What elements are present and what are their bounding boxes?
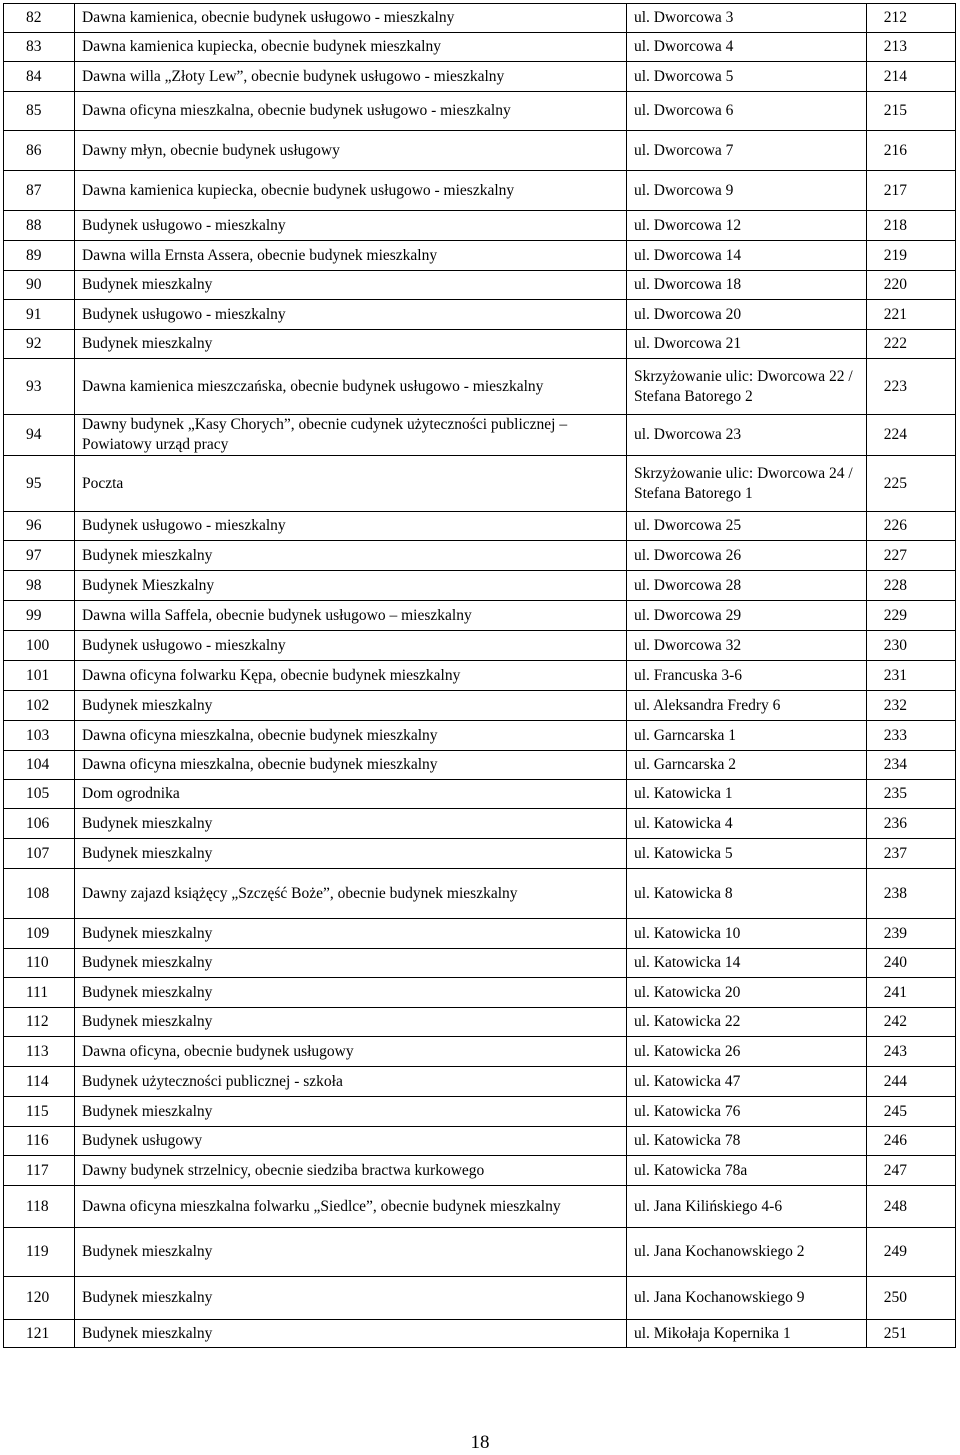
- object-description: Budynek mieszkalny: [75, 1008, 627, 1037]
- object-description: Budynek mieszkalny: [75, 1097, 627, 1127]
- object-description: Dawna oficyna mieszkalna, obecnie budynek mieszkalny: [75, 751, 627, 780]
- object-address: ul. Katowicka 1: [627, 780, 867, 809]
- row-number: 112: [4, 1008, 75, 1037]
- table-row: [4, 1186, 956, 1228]
- object-description: Dom ogrodnika: [75, 780, 627, 809]
- object-description: Dawny budynek strzelnicy, obecnie siedziba bractwa kurkowego: [75, 1156, 627, 1186]
- table-row: [4, 241, 956, 271]
- table-row: [4, 1097, 956, 1127]
- record-number: 248: [867, 1186, 956, 1228]
- table-row: [4, 512, 956, 541]
- record-number: 225: [867, 456, 956, 512]
- record-number: 219: [867, 241, 956, 271]
- table-row: [4, 456, 956, 512]
- object-address: ul. Dworcowa 20: [627, 300, 867, 330]
- record-number: 236: [867, 809, 956, 839]
- object-description: Budynek mieszkalny: [75, 1228, 627, 1277]
- object-address: ul. Dworcowa 5: [627, 62, 867, 92]
- record-number: 220: [867, 271, 956, 300]
- record-number: 235: [867, 780, 956, 809]
- object-address: ul. Jana Kochanowskiego 9: [627, 1277, 867, 1320]
- record-number: 247: [867, 1156, 956, 1186]
- record-number: 246: [867, 1127, 956, 1156]
- object-description: Dawna willa „Złoty Lew”, obecnie budynek usługowo - mieszkalny: [75, 62, 627, 92]
- record-number: 239: [867, 919, 956, 949]
- record-number: 230: [867, 631, 956, 661]
- record-number: 215: [867, 92, 956, 131]
- table-row: [4, 211, 956, 241]
- object-address: ul. Jana Kilińskiego 4-6: [627, 1186, 867, 1228]
- row-number: 115: [4, 1097, 75, 1127]
- object-address: ul. Dworcowa 28: [627, 571, 867, 601]
- record-number: 244: [867, 1067, 956, 1097]
- table-row: [4, 691, 956, 721]
- object-address: ul. Dworcowa 26: [627, 541, 867, 571]
- row-number: 117: [4, 1156, 75, 1186]
- row-number: 106: [4, 809, 75, 839]
- object-address: ul. Dworcowa 7: [627, 131, 867, 171]
- object-address: ul. Katowicka 22: [627, 1008, 867, 1037]
- table-row: [4, 919, 956, 949]
- object-address: ul. Katowicka 76: [627, 1097, 867, 1127]
- record-number: 217: [867, 171, 956, 211]
- table-row: [4, 721, 956, 751]
- row-number: 83: [4, 33, 75, 62]
- row-number: 103: [4, 721, 75, 751]
- table-row: [4, 359, 956, 415]
- table-row: [4, 1277, 956, 1320]
- table-row: [4, 1320, 956, 1348]
- object-description: Budynek mieszkalny: [75, 541, 627, 571]
- record-number: 232: [867, 691, 956, 721]
- object-address: ul. Francuska 3-6: [627, 661, 867, 691]
- object-address: ul. Dworcowa 3: [627, 4, 867, 33]
- record-number: 223: [867, 359, 956, 415]
- object-description: Budynek mieszkalny: [75, 919, 627, 949]
- row-number: 108: [4, 869, 75, 919]
- object-address: ul. Garncarska 2: [627, 751, 867, 780]
- object-address: ul. Dworcowa 29: [627, 601, 867, 631]
- object-description: Dawny zajazd książęcy „Szczęść Boże”, obecnie budynek mieszkalny: [75, 869, 627, 919]
- row-number: 91: [4, 300, 75, 330]
- table-row: [4, 300, 956, 330]
- object-description: Dawny budynek „Kasy Chorych”, obecnie cudynek użyteczności publicznej – Powiatowy urząd pracy: [75, 415, 627, 456]
- object-description: Dawna oficyna mieszkalna, obecnie budynek mieszkalny: [75, 721, 627, 751]
- object-address: ul. Dworcowa 12: [627, 211, 867, 241]
- record-number: 231: [867, 661, 956, 691]
- object-description: Budynek usługowo - mieszkalny: [75, 211, 627, 241]
- object-address: ul. Katowicka 26: [627, 1037, 867, 1067]
- object-address: ul. Katowicka 78a: [627, 1156, 867, 1186]
- row-number: 114: [4, 1067, 75, 1097]
- table-row: [4, 1037, 956, 1067]
- object-description: Dawna kamienica kupiecka, obecnie budynek mieszkalny: [75, 33, 627, 62]
- table-row: [4, 131, 956, 171]
- table-row: [4, 271, 956, 300]
- object-description: Dawna oficyna, obecnie budynek usługowy: [75, 1037, 627, 1067]
- row-number: 87: [4, 171, 75, 211]
- object-address: ul. Katowicka 10: [627, 919, 867, 949]
- record-number: 212: [867, 4, 956, 33]
- row-number: 94: [4, 415, 75, 456]
- monuments-table: [3, 3, 956, 1348]
- row-number: 93: [4, 359, 75, 415]
- record-number: 245: [867, 1097, 956, 1127]
- table-row: [4, 631, 956, 661]
- object-description: Poczta: [75, 456, 627, 512]
- record-number: 233: [867, 721, 956, 751]
- object-description: Budynek mieszkalny: [75, 1277, 627, 1320]
- row-number: 85: [4, 92, 75, 131]
- table-row: [4, 869, 956, 919]
- object-address: ul. Dworcowa 32: [627, 631, 867, 661]
- record-number: 228: [867, 571, 956, 601]
- record-number: 226: [867, 512, 956, 541]
- object-address: ul. Mikołaja Kopernika 1: [627, 1320, 867, 1348]
- row-number: 99: [4, 601, 75, 631]
- record-number: 222: [867, 330, 956, 359]
- row-number: 109: [4, 919, 75, 949]
- table-row: [4, 92, 956, 131]
- object-description: Budynek usługowo - mieszkalny: [75, 631, 627, 661]
- object-description: Budynek mieszkalny: [75, 1320, 627, 1348]
- record-number: 234: [867, 751, 956, 780]
- table-row: [4, 1228, 956, 1277]
- table-row: [4, 809, 956, 839]
- table-row: [4, 780, 956, 809]
- object-address: Skrzyżowanie ulic: Dworcowa 22 / Stefana Batorego 2: [627, 359, 867, 415]
- object-address: ul. Dworcowa 9: [627, 171, 867, 211]
- record-number: 216: [867, 131, 956, 171]
- record-number: 229: [867, 601, 956, 631]
- object-address: ul. Dworcowa 14: [627, 241, 867, 271]
- row-number: 100: [4, 631, 75, 661]
- record-number: 249: [867, 1228, 956, 1277]
- table-row: [4, 4, 956, 33]
- record-number: 241: [867, 978, 956, 1008]
- table-row: [4, 601, 956, 631]
- record-number: 237: [867, 839, 956, 869]
- table-row: [4, 541, 956, 571]
- table-row: [4, 571, 956, 601]
- table-row: [4, 330, 956, 359]
- object-address: ul. Dworcowa 6: [627, 92, 867, 131]
- row-number: 90: [4, 271, 75, 300]
- object-description: Dawna oficyna mieszkalna folwarku „Siedlce”, obecnie budynek mieszkalny: [75, 1186, 627, 1228]
- table-row: [4, 171, 956, 211]
- record-number: 242: [867, 1008, 956, 1037]
- row-number: 110: [4, 949, 75, 978]
- object-description: Budynek mieszkalny: [75, 839, 627, 869]
- object-description: Budynek mieszkalny: [75, 978, 627, 1008]
- row-number: 120: [4, 1277, 75, 1320]
- object-address: Skrzyżowanie ulic: Dworcowa 24 / Stefana Batorego 1: [627, 456, 867, 512]
- object-address: ul. Dworcowa 25: [627, 512, 867, 541]
- record-number: 218: [867, 211, 956, 241]
- object-address: ul. Katowicka 47: [627, 1067, 867, 1097]
- object-address: ul. Dworcowa 4: [627, 33, 867, 62]
- object-address: ul. Katowicka 5: [627, 839, 867, 869]
- table-row: [4, 1067, 956, 1097]
- record-number: 214: [867, 62, 956, 92]
- row-number: 118: [4, 1186, 75, 1228]
- table-row: [4, 1127, 956, 1156]
- object-description: Dawna kamienica, obecnie budynek usługowo - mieszkalny: [75, 4, 627, 33]
- record-number: 227: [867, 541, 956, 571]
- object-address: ul. Jana Kochanowskiego 2: [627, 1228, 867, 1277]
- table-row: [4, 415, 956, 456]
- row-number: 88: [4, 211, 75, 241]
- object-description: Budynek usługowo - mieszkalny: [75, 512, 627, 541]
- object-address: ul. Katowicka 20: [627, 978, 867, 1008]
- row-number: 113: [4, 1037, 75, 1067]
- row-number: 84: [4, 62, 75, 92]
- record-number: 243: [867, 1037, 956, 1067]
- row-number: 102: [4, 691, 75, 721]
- object-address: ul. Aleksandra Fredry 6: [627, 691, 867, 721]
- page-number: 18: [470, 1432, 490, 1453]
- object-address: ul. Dworcowa 23: [627, 415, 867, 456]
- record-number: 251: [867, 1320, 956, 1348]
- object-description: Budynek usługowy: [75, 1127, 627, 1156]
- object-address: ul. Dworcowa 18: [627, 271, 867, 300]
- object-description: Budynek mieszkalny: [75, 330, 627, 359]
- object-address: ul. Garncarska 1: [627, 721, 867, 751]
- object-address: ul. Katowicka 4: [627, 809, 867, 839]
- object-description: Budynek mieszkalny: [75, 949, 627, 978]
- record-number: 221: [867, 300, 956, 330]
- table-row: [4, 949, 956, 978]
- table-row: [4, 33, 956, 62]
- row-number: 119: [4, 1228, 75, 1277]
- object-description: Dawna willa Saffela, obecnie budynek usługowo – mieszkalny: [75, 601, 627, 631]
- record-number: 250: [867, 1277, 956, 1320]
- table-row: [4, 62, 956, 92]
- object-address: ul. Katowicka 14: [627, 949, 867, 978]
- object-description: Budynek mieszkalny: [75, 809, 627, 839]
- table-row: [4, 839, 956, 869]
- object-description: Budynek mieszkalny: [75, 271, 627, 300]
- object-address: ul. Dworcowa 21: [627, 330, 867, 359]
- row-number: 96: [4, 512, 75, 541]
- record-number: 238: [867, 869, 956, 919]
- object-description: Dawna kamienica kupiecka, obecnie budynek usługowo - mieszkalny: [75, 171, 627, 211]
- table-row: [4, 1156, 956, 1186]
- table-row: [4, 1008, 956, 1037]
- row-number: 97: [4, 541, 75, 571]
- object-description: Dawna oficyna mieszkalna, obecnie budynek usługowo - mieszkalny: [75, 92, 627, 131]
- record-number: 213: [867, 33, 956, 62]
- row-number: 104: [4, 751, 75, 780]
- row-number: 105: [4, 780, 75, 809]
- row-number: 107: [4, 839, 75, 869]
- object-description: Budynek usługowo - mieszkalny: [75, 300, 627, 330]
- table-row: [4, 661, 956, 691]
- object-description: Dawna willa Ernsta Assera, obecnie budynek mieszkalny: [75, 241, 627, 271]
- row-number: 121: [4, 1320, 75, 1348]
- object-description: Budynek mieszkalny: [75, 691, 627, 721]
- row-number: 89: [4, 241, 75, 271]
- object-address: ul. Katowicka 78: [627, 1127, 867, 1156]
- row-number: 101: [4, 661, 75, 691]
- row-number: 116: [4, 1127, 75, 1156]
- record-number: 224: [867, 415, 956, 456]
- object-description: Budynek użyteczności publicznej - szkoła: [75, 1067, 627, 1097]
- object-description: Budynek Mieszkalny: [75, 571, 627, 601]
- row-number: 92: [4, 330, 75, 359]
- row-number: 86: [4, 131, 75, 171]
- row-number: 98: [4, 571, 75, 601]
- object-description: Dawna kamienica mieszczańska, obecnie budynek usługowo - mieszkalny: [75, 359, 627, 415]
- record-number: 240: [867, 949, 956, 978]
- row-number: 111: [4, 978, 75, 1008]
- table-row: [4, 978, 956, 1008]
- table-row: [4, 751, 956, 780]
- row-number: 95: [4, 456, 75, 512]
- object-address: ul. Katowicka 8: [627, 869, 867, 919]
- object-description: Dawny młyn, obecnie budynek usługowy: [75, 131, 627, 171]
- object-description: Dawna oficyna folwarku Kępa, obecnie budynek mieszkalny: [75, 661, 627, 691]
- row-number: 82: [4, 4, 75, 33]
